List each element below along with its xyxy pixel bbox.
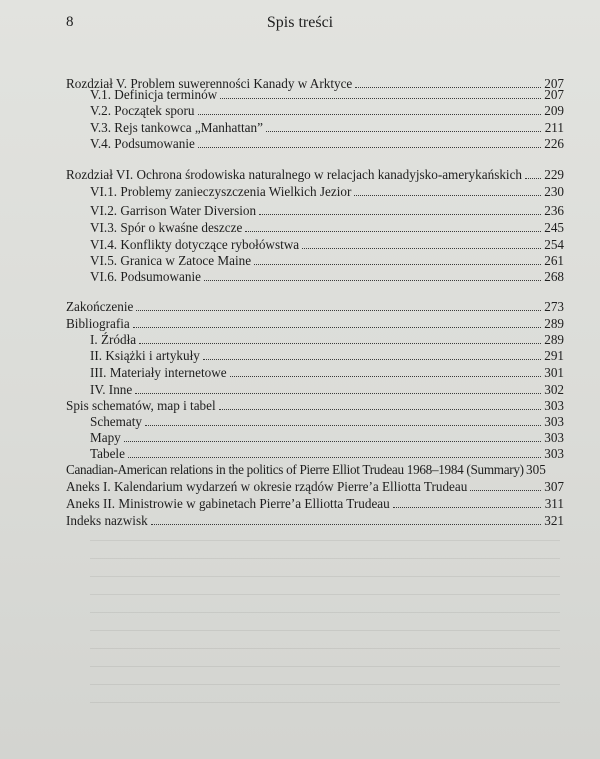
- toc-entry-6-1: [90, 184, 564, 202]
- toc-entry-page: 268: [544, 269, 564, 284]
- toc-entry-title: I. Źródła: [90, 332, 137, 347]
- toc-entry-title: V.3. Rejs tankowca „Manhattan”: [90, 120, 263, 135]
- toc-entry-chapter-6: [66, 167, 564, 185]
- page-title: Spis treści: [266, 14, 334, 31]
- toc-entry-page: 236: [544, 203, 564, 218]
- page-header: [0, 14, 600, 38]
- toc-entry-title: V.2. Początek sporu: [90, 103, 195, 118]
- toc-entry-page: 305: [526, 462, 546, 477]
- toc-leader-dots: [393, 497, 541, 508]
- toc-entry-bib-2: [90, 348, 564, 366]
- toc-entry-page: 321: [544, 513, 564, 528]
- toc-entry-6-6: [90, 269, 564, 287]
- toc-entry-title: Schematy: [90, 414, 143, 429]
- toc-entry-title: Zakończenie: [66, 299, 134, 314]
- toc-entry-title: Indeks nazwisk: [66, 513, 148, 528]
- toc-entry-page: 211: [544, 120, 564, 135]
- toc-entry-title: VI.2. Garrison Water Diversion: [90, 203, 257, 218]
- toc-entry-5-4: [90, 136, 564, 154]
- toc-entry-title: V.1. Definicja terminów: [90, 87, 218, 102]
- toc-entry-page: 289: [544, 332, 564, 347]
- toc-entry-page: 303: [544, 414, 564, 429]
- toc-entry-6-2: [90, 203, 564, 221]
- toc-entry-title: Mapy: [90, 430, 121, 445]
- toc-leader-dots: [254, 254, 541, 265]
- toc-leader-dots: [245, 221, 541, 232]
- toc-leader-dots: [124, 431, 541, 442]
- toc-entry-5-2: [90, 103, 564, 121]
- toc-entry-page: 291: [544, 348, 564, 363]
- toc-leader-dots: [470, 480, 541, 491]
- toc-leader-dots: [198, 104, 541, 115]
- toc-entry-bib-3: [90, 365, 564, 383]
- toc-entry-page: 226: [544, 136, 564, 151]
- toc-entry-page: 303: [544, 398, 564, 413]
- toc-leader-dots: [219, 399, 541, 410]
- toc-entry-page: 307: [544, 479, 564, 494]
- toc-entry-title: VI.6. Podsumowanie: [90, 269, 201, 284]
- bleed-through-text: [90, 540, 560, 740]
- toc-leader-dots: [525, 168, 541, 179]
- toc-entry-title: Canadian-American relations in the politics of Pierre Elliot Trudeau 1968–1984 (Summary): [66, 462, 524, 477]
- page-number: 8: [66, 14, 74, 30]
- toc-entry-page: 207: [544, 76, 564, 91]
- toc-entry-page: 273: [544, 299, 564, 314]
- toc-leader-dots: [220, 88, 541, 99]
- toc-leader-dots: [203, 349, 541, 360]
- toc-entry-6-3: [90, 220, 564, 238]
- toc-entry-page: 302: [544, 382, 564, 397]
- toc-leader-dots: [354, 185, 541, 196]
- toc-entry-title: Rozdział V. Problem suwerenności Kanady w Arktyce: [66, 76, 353, 91]
- toc-entry-page: 209: [544, 103, 564, 118]
- toc-entry-title: VI.5. Granica w Zatoce Maine: [90, 253, 252, 268]
- toc-entry-page: 245: [544, 220, 564, 235]
- toc-leader-dots: [204, 270, 541, 281]
- toc-leader-dots: [145, 415, 541, 426]
- toc-leader-dots: [135, 383, 541, 394]
- toc-leader-dots: [136, 300, 541, 311]
- toc-entry-title: Spis schematów, map i tabel: [66, 398, 216, 413]
- toc-leader-dots: [133, 317, 541, 328]
- toc-leader-dots: [198, 137, 541, 148]
- toc-entry-page: 229: [544, 167, 564, 182]
- toc-entry-title: VI.1. Problemy zanieczyszczenia Wielkich Jezior: [90, 184, 352, 199]
- toc-entry-page: 303: [544, 446, 564, 461]
- toc-entry-title: III. Materiały internetowe: [90, 365, 227, 380]
- toc-entry-title: V.4. Podsumowanie: [90, 136, 195, 151]
- toc-entry-page: 303: [544, 430, 564, 445]
- toc-entry-page: 230: [544, 184, 564, 199]
- toc-leader-dots: [230, 366, 541, 377]
- toc-entry-title: Bibliografia: [66, 316, 130, 331]
- toc-entry-page: 207: [544, 87, 564, 102]
- toc-entry-summary: [66, 462, 564, 480]
- toc-entry-title: VI.4. Konflikty dotyczące rybołówstwa: [90, 237, 300, 252]
- toc-entry-page: 301: [544, 365, 564, 380]
- toc-entry-title: Rozdział VI. Ochrona środowiska naturalnego w relacjach kanadyjsko-amerykańskich: [66, 167, 523, 182]
- toc-entry-title: Tabele: [90, 446, 125, 461]
- toc-entry-conclusion: [66, 299, 564, 317]
- toc-leader-dots: [266, 121, 541, 132]
- toc-leader-dots: [259, 204, 541, 215]
- toc-leader-dots: [139, 333, 541, 344]
- toc-entry-page: 254: [544, 237, 564, 252]
- toc-leader-dots: [302, 238, 541, 249]
- toc-leader-dots: [151, 514, 541, 525]
- toc-entry-title: Aneks I. Kalendarium wydarzeń w okresie rządów Pierre’a Elliotta Trudeau: [66, 479, 468, 494]
- toc-entry-page: 289: [544, 316, 564, 331]
- toc-entry-annex-2: [66, 496, 564, 514]
- toc-entry-annex-1: [66, 479, 564, 497]
- toc-leader-dots: [128, 447, 541, 458]
- toc-entry-page: 261: [544, 253, 564, 268]
- toc-entry-page: 311: [544, 496, 564, 511]
- toc-entry-index: [66, 513, 564, 531]
- toc-entry-title: VI.3. Spór o kwaśne deszcze: [90, 220, 243, 235]
- toc-entry-title: Aneks II. Ministrowie w gabinetach Pierre’a Elliotta Trudeau: [66, 496, 390, 511]
- toc-entry-title: IV. Inne: [90, 382, 133, 397]
- toc-entry-title: II. Książki i artykuły: [90, 348, 200, 363]
